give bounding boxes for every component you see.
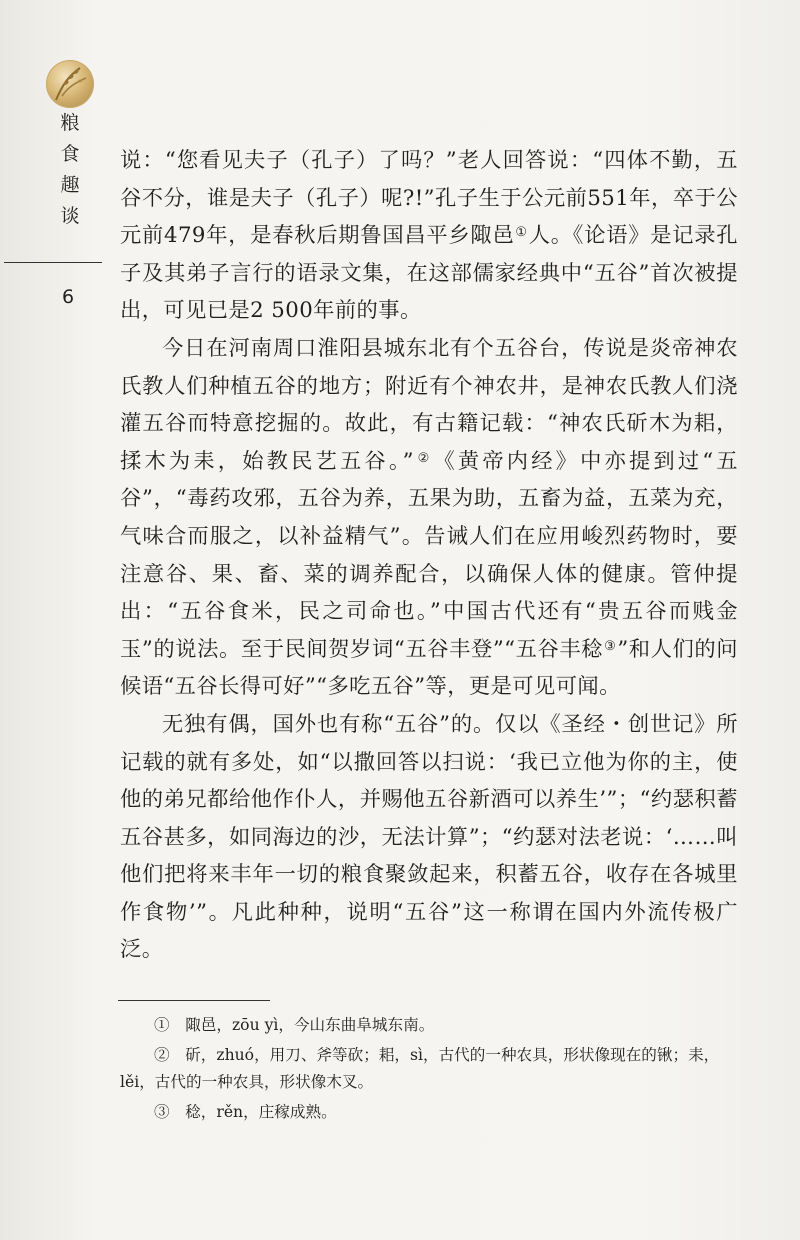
paragraph (120, 330, 738, 706)
book-emblem-icon (46, 60, 94, 108)
footnote-divider (118, 1000, 270, 1001)
footnote: ① 陬邑，zōu yì，今山东曲阜城东南。 (154, 1016, 435, 1034)
text-run: 《黄帝内经》中亦提到过“五谷”，“毒药攻邪，五谷为养，五果为助，五畜为益，五菜为充，气味合而服之，以补益精气”。告诫人们在应用峻烈药物时，要注意谷、果、畜、菜的调养配合，以确保人体的健康。管仲提出：“五谷食米，民之司命也。”中国古代还有“贵五谷而贱金玉”的说法。至于民间贺岁词“五谷丰登”“五谷丰稔 (120, 448, 738, 662)
text-run: 说：“您看见夫子（孔子）了吗？”老人回答说：“四体不勤，五谷不分，谁是夫子（孔子）呢?!”孔子生于公元前551年，卒于公元前479年，是春秋后期鲁国昌平乡陬邑 (120, 148, 738, 249)
footnote-marker: ① (515, 225, 528, 241)
series-title-char: 趣 (60, 174, 80, 196)
series-title (58, 108, 82, 232)
text-run: 今日在河南周口淮阳县城东北有个五谷台，传说是炎帝神农氏教人们种植五谷的地方；附近有个神农井，是神农氏教人们浇灌五谷而特意挖掘的。故此，有古籍记载：“神农氏斫木为耜，揉木为耒，始教民艺五谷。” (120, 335, 738, 474)
footnote-marker: ③ (604, 638, 617, 654)
series-title-char: 食 (60, 143, 80, 165)
footnote: ③ 稔，rěn，庄稼成熟。 (154, 1103, 337, 1121)
series-title-char: 谈 (60, 205, 80, 227)
footnote: ② 斫，zhuó，用刀、斧等砍；耜，sì，古代的一种农具，形状像现在的锹；耒，lěi，古代的一种农具，形状像木叉。 (120, 1046, 720, 1091)
text-run: ”和人们的问候语“五谷长得可好”“多吃五谷”等，更是可见可闻。 (120, 636, 738, 700)
paragraph (120, 142, 738, 330)
body-text (120, 142, 738, 969)
text-run: 无独有偶，国外也有称“五谷”的。仅以《圣经・创世记》所记载的就有多处，如“以撒回答以扫说：‘我已立他为你的主，使他的弟兄都给他作仆人，并赐他五谷新酒可以养生’”；“约瑟积蓄五谷甚多，如同海边的沙，无法计算”；“约瑟对法老说：‘……叫他们把将来丰年一切的粮食聚敛起来，积蓄五谷，收存在各城里作食物’”。凡此种种，说明“五谷”这一称谓在国内外流传极广泛。 (120, 711, 738, 963)
side-divider (4, 262, 102, 263)
text-run: 人。《论语》是记录孔子及其弟子言行的语录文集，在这部儒家经典中“五谷”首次被提出，可见已是2 500年前的事。 (120, 223, 738, 324)
page-number: 6 (62, 286, 75, 308)
paragraph (120, 706, 738, 969)
footnote-marker: ② (414, 450, 433, 466)
footnotes (120, 1012, 740, 1129)
series-title-char: 粮 (60, 112, 80, 134)
